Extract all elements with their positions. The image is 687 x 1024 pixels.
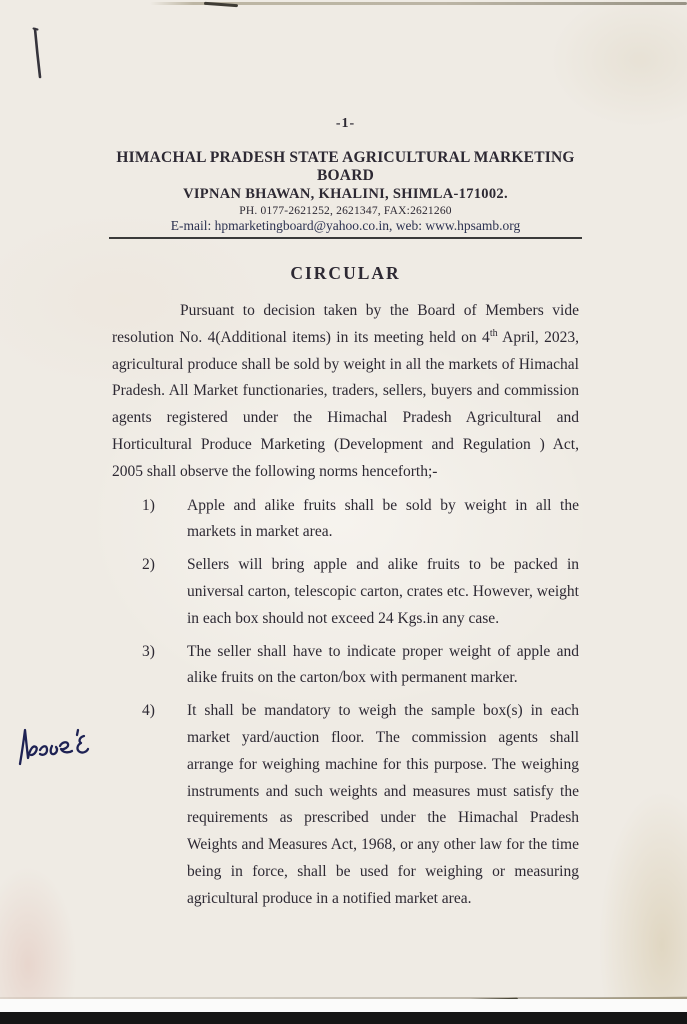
item-text: The seller shall have to indicate proper weight of apple and alike fruits on the carton/box with permanent marker. [187,642,579,687]
intro-paragraph [112,298,579,486]
org-name: HIMACHAL PRADESH STATE AGRICULTURAL MARKETING BOARD [116,149,575,184]
photo-bottom-dark-bar [0,1012,687,1024]
item-number: 1) [142,496,155,514]
document-title: CIRCULAR [290,263,401,283]
org-address: VIPNAN BHAWAN, KHALINI, SHIMLA-171002. [183,186,508,202]
header-rule [109,237,582,239]
item-number: 3) [142,642,155,660]
item-number: 4) [142,702,155,720]
item-text: Sellers will bring apple and alike fruits to be packed in universal carton, telescopic carton, crates etc. However, weight in each box should not exceed 24 Kgs.in any case. [187,556,579,627]
list-item [112,698,579,912]
intro-text-after: April, 2023, agricultural produce shall be sold by weight in all the markets of Himachal Pradesh. All Market functionaries, traders, sellers, buyers and commission agents registered under the Himachal Pradesh Agricultural and Horticultural Produce Marketing (Development and Regulation ) Act, 2005 shall observe the following norms henceforth;- [112,328,579,480]
org-email: E-mail: hpmarketingboard@yahoo.co.in, web: www.hpsamb.org [170,218,521,233]
scan-background-surface [0,999,687,1012]
pen-stroke-mark [31,26,45,82]
page-number: -1- [335,116,356,131]
item-text: It shall be mandatory to weigh the sample box(s) in each market yard/auction floor. The commission agents shall arrange for weighing machine for this purpose. The weighing instruments and such weights and measures must satisfy the requirements as prescribed under the Himachal Pradesh Weights and Measures Act, 1968, or any other law for the time being in force, shall be used for weighing or measuring agricultural produce in a notified market area. [187,702,579,907]
list-item [112,493,579,547]
org-phone: PH. 0177-2621252, 2621347, FAX:2621260 [239,205,452,217]
list-item [112,552,579,632]
norms-list [112,493,579,913]
document-body [112,116,579,913]
intro-text-before: Pursuant to decision taken by the Board of Members vide resolution No. 4(Additional items) in its meeting held on 4 [112,302,579,346]
list-item [112,639,579,693]
item-number: 2) [142,556,155,574]
ordinal-superscript: th [489,327,498,339]
item-text: Apple and alike fruits shall be sold by weight in all the markets in market area. [187,496,579,541]
signature-scribble [14,712,94,776]
